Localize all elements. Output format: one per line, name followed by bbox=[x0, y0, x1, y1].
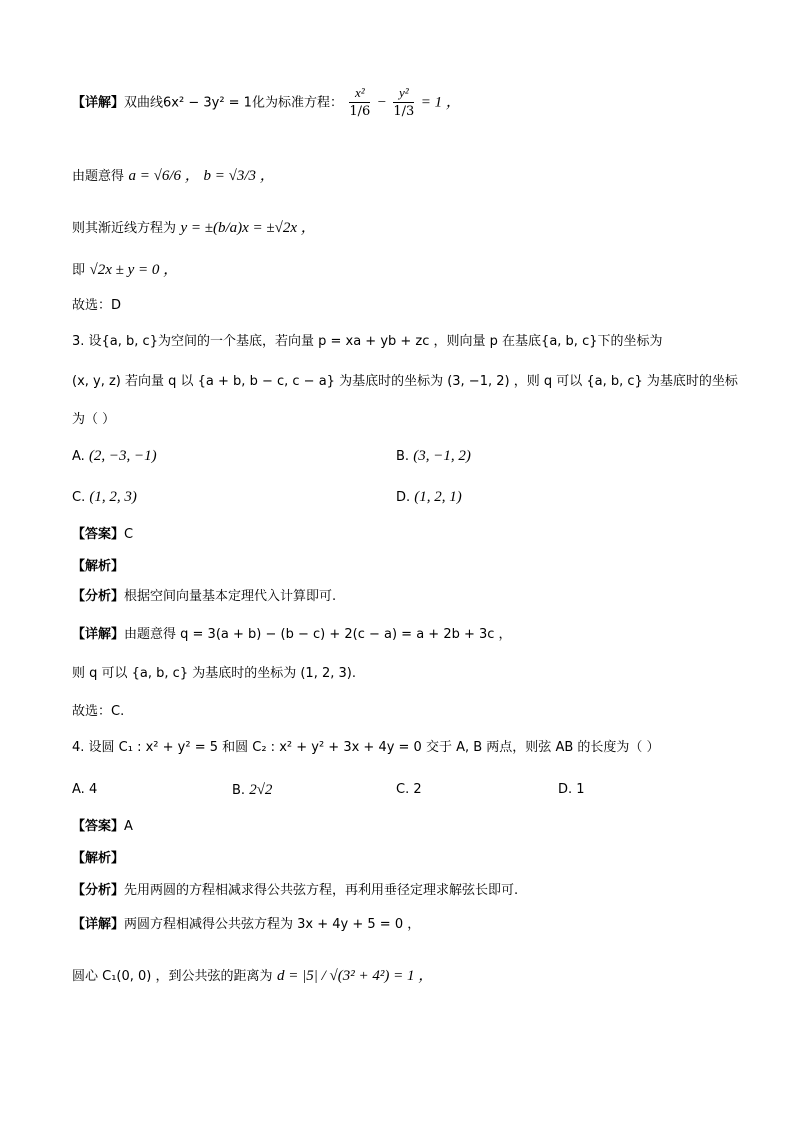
denominator: 1/6 bbox=[349, 104, 371, 119]
analyze-3 bbox=[72, 586, 336, 607]
numerator: y² bbox=[393, 84, 414, 103]
text: 则其渐近线方程为 bbox=[72, 221, 177, 236]
choose-3: 故选：C. bbox=[72, 704, 125, 719]
text: 由题意得 bbox=[72, 169, 125, 184]
option-letter: D. bbox=[558, 782, 573, 797]
option-letter: B. bbox=[396, 449, 410, 464]
option-letter: A. bbox=[72, 449, 85, 464]
analyze-4 bbox=[72, 880, 518, 901]
denominator: 1/3 bbox=[393, 104, 415, 119]
math: d = |5| / √(3² + 4²) = 1 ， bbox=[276, 968, 434, 984]
option-letter: C. bbox=[72, 490, 86, 505]
analysis-label: 【解析】 bbox=[72, 851, 125, 866]
option-4b bbox=[232, 780, 272, 801]
detail-line-1 bbox=[72, 84, 461, 121]
analyze-label: 【分析】 bbox=[72, 589, 125, 604]
math: √2x ± y = 0 ， bbox=[89, 262, 179, 278]
answer-label: 【答案】 bbox=[72, 527, 125, 542]
text: 由题意得 q = 3(a + b) − (b − c) + 2(c − a) = a + 2b + 3c ， bbox=[124, 627, 512, 642]
answer-4 bbox=[72, 816, 133, 837]
detail-label: 【详解】 bbox=[72, 95, 125, 111]
option-value: 4 bbox=[88, 782, 98, 797]
analyze-label: 【分析】 bbox=[72, 883, 125, 898]
detail-label: 【详解】 bbox=[72, 627, 125, 642]
option-letter: D. bbox=[396, 490, 411, 505]
analysis-label: 【解析】 bbox=[72, 559, 125, 574]
analysis-3 bbox=[72, 556, 124, 577]
option-letter: C. bbox=[396, 782, 410, 797]
text: 圆心 C₁(0, 0) ，到公共弦的距离为 bbox=[72, 969, 273, 984]
option-letter: B. bbox=[232, 783, 246, 798]
math: = 1 ， bbox=[420, 94, 461, 111]
option-value: (1, 2, 1) bbox=[414, 489, 462, 505]
answer-value: C bbox=[124, 527, 134, 542]
answer-3 bbox=[72, 524, 133, 545]
line-4 bbox=[72, 260, 178, 281]
detail-4 bbox=[72, 914, 420, 935]
option-value: (2, −3, −1) bbox=[88, 448, 157, 464]
option-letter: A. bbox=[72, 782, 85, 797]
detail-4-line-2 bbox=[72, 966, 433, 987]
text: 即 bbox=[72, 263, 86, 278]
option-value: (1, 2, 3) bbox=[89, 489, 137, 505]
fraction bbox=[393, 84, 414, 121]
question-3-line-1: 3. 设{a, b, c}为空间的一个基底，若向量 p = xa + yb + zc ，则向量 p 在基底{a, b, c}下的坐标为 bbox=[72, 334, 663, 349]
math: a = √6/6 ， b = √3/3 ， bbox=[128, 168, 275, 184]
option-value: 2√2 bbox=[249, 782, 273, 798]
fraction bbox=[349, 84, 370, 121]
question-3-line-3: 为（ ） bbox=[72, 412, 116, 427]
option-4d bbox=[558, 780, 585, 800]
detail-3-line-2: 则 q 可以 {a, b, c} 为基底时的坐标为 (1, 2, 3). bbox=[72, 666, 356, 681]
option-3d bbox=[396, 487, 462, 508]
option-value: (3, −1, 2) bbox=[413, 448, 471, 464]
analysis-4 bbox=[72, 848, 124, 869]
detail-3 bbox=[72, 624, 512, 645]
math: y = ±(b/a)x = ±√2x ， bbox=[180, 220, 316, 236]
text: 两圆方程相减得公共弦方程为 3x + 4y + 5 = 0 ， bbox=[124, 917, 421, 932]
line-2 bbox=[72, 166, 275, 187]
question-4: 4. 设圆 C₁ : x² + y² = 5 和圆 C₂ : x² + y² + 3x + 4y = 0 交于 A, B 两点，则弦 AB 的长度为（ ） bbox=[72, 740, 660, 755]
option-4a bbox=[72, 780, 97, 800]
answer-value: A bbox=[124, 819, 133, 834]
option-3a bbox=[72, 446, 157, 467]
question-3-line-2: (x, y, z) 若向量 q 以 {a + b, b − c, c − a} 为基底时的坐标为 (3, −1, 2) ，则 q 可以 {a, b, c} 为基底时的坐标 bbox=[72, 374, 738, 389]
answer-label: 【答案】 bbox=[72, 819, 125, 834]
line-5: 故选：D bbox=[72, 298, 122, 313]
numerator: x² bbox=[349, 84, 370, 103]
math: − bbox=[376, 94, 387, 111]
option-3b bbox=[396, 446, 471, 467]
option-value: 2 bbox=[413, 782, 422, 797]
text: 先用两圆的方程相减求得公共弦方程，再利用垂径定理求解弦长即可. bbox=[124, 883, 519, 898]
option-3c bbox=[72, 487, 137, 508]
option-value: 1 bbox=[576, 782, 585, 797]
detail-label: 【详解】 bbox=[72, 917, 125, 932]
line-3 bbox=[72, 218, 316, 239]
text: 双曲线6x² − 3y² = 1化为标准方程： bbox=[124, 95, 343, 111]
text: 根据空间向量基本定理代入计算即可. bbox=[124, 589, 337, 604]
option-4c bbox=[396, 780, 422, 800]
